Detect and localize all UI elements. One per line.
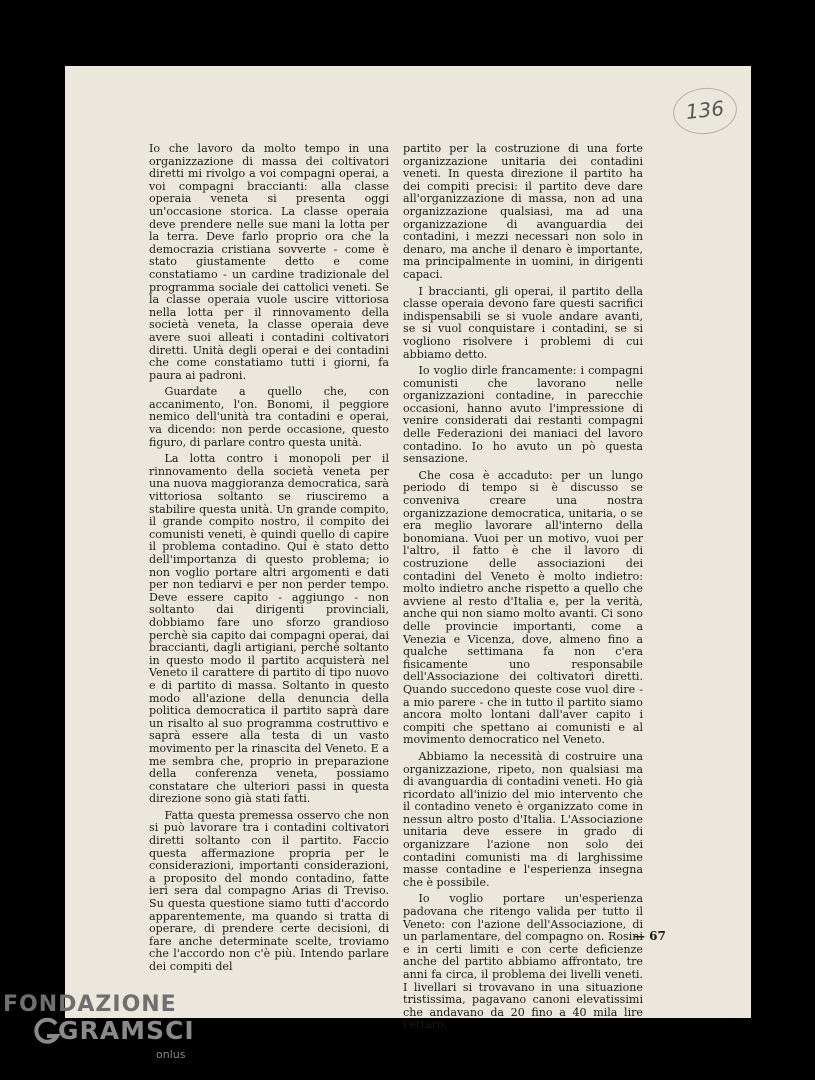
left-paragraph-2: Guardate a quello che, con accanimento, l'on. Bonomi, il peggiore nemico dell'unità tra contadini e operai, va dicendo: non perde occasione, questo figuro, di parlare contro questa unità. [149,385,389,449]
watermark-line-1: FONDAZIONE [3,992,177,1017]
right-paragraph-6: Io voglio portare un'esperienza padovana che ritengo valida per tutto il Veneto: con l'azione dell'Associazione, di un parlamentare, del compagno on. Rosini e in certi limiti e con certe deficienze anche del partito abbiamo affrontato, tre anni fa circa, il problema dei livelli veneti. I livellari si trovavano in una situazione tristissima, pagavano canoni elevatissimi che andavano da 20 fino a 40 mila lire l'ettaro, [403,892,643,1032]
right-paragraph-1: partito per la costruzione di una forte organizzazione unitaria dei contadini veneti. In questa direzione il partito ha dei compiti precisi: il partito deve dare all'organizzazione di massa, non ad una organizzazione qualsiasi, ma ad una organizzazione di avanguardia dei contadini, i mezzi necessari non solo in denaro, ma anche il denaro è importante, ma principalmente in uomini, in dirigenti capaci. [403,142,643,281]
archive-page-stamp: 136 [671,85,739,137]
left-paragraph-3: La lotta contro i monopoli per il rinnovamento della società veneta per una nuova maggioranza democratica, sarà vittoriosa soltanto se riusciremo a stabilire questa unità. Un grande compito, il grande compito nostro, il compito dei comunisti veneti, è quindi quello di capire il problema contadino. Qui è stato detto dell'importanza di questo problema; io non voglio portare altri argomenti e dati per non tediarvi e per non perder tempo. Deve essere capito - aggiungo - non soltanto dai dirigenti provinciali, dobbiamo fare uno sforzo grandioso perchè sia capito dai compagni operai, dai braccianti, dagli artigiani, perchè soltanto in questo modo il partito acquisterà nel Veneto il carattere di partito di tipo nuovo e di partito di massa. Soltanto in questo modo all'azione della denuncia della politica democratica il partito saprà dare un risalto al suo programma costruttivo e saprà essere alla testa di un vasto movimento per la rinascita del Veneto. E a me sembra che, proprio in preparazione della conferenza veneta, possiamo constatare che ulteriori passi in questa direzione sono già stati fatti. [149,452,389,806]
page-number: — 67 [633,929,666,943]
right-paragraph-2: I braccianti, gli operai, il partito della classe operaia devono fare questi sacrifici indispensabili se si vuole andare avanti, se si vuol conquistare i contadini, se si vogliono risolvere i problemi di cui abbiamo detto. [403,284,643,361]
left-paragraph-1: Io che lavoro da molto tempo in una organizzazione di massa dei coltivatori diretti mi rivolgo a voi compagni operai, a voi compagni braccianti: alla classe operaia veneta si presenta oggi un'occasione storica. La classe operaia deve prendere nelle sue mani la lotta per la terra. Deve farlo proprio ora che la democrazia cristiana sovverte - come è stato giustamente detto e come constatiamo - un cardine tradizionale del programma sociale dei cattolici veneti. Se la classe operaia vuole uscire vittoriosa nella lotta per il rinnovamento della società veneta, la classe operaia deve avere suoi alleati i contadini coltivatori diretti. Unità degli operai e dei contadini che come constatiamo tutti i giorni, fa paura ai padroni. [149,142,389,382]
right-text-column [403,143,643,1036]
watermark-line-3: onlus [156,1048,186,1061]
right-paragraph-3: Io voglio dirle francamente: i compagni comunisti che lavorano nelle organizzazioni contadine, in parecchie occasioni, hanno avuto l'impressione di venire considerati dai restanti compagni delle Federazioni dei maniaci del lavoro contadino. Io ho avuto un pò questa sensazione. [403,364,643,466]
fondazione-gramsci-watermark [0,988,220,1078]
right-paragraph-5: Abbiamo la necessità di costruire una organizzazione, ripeto, non qualsiasi ma di avanguardia di contadini veneti. Ho già ricordato all'inizio del mio intervento che il contadino veneto è organizzato come in nessun altro posto d'Italia. L'Associazione unitaria deve essere in grado di organizzare l'azione non solo dei contadini comunisti ma di larghissime masse contadine e l'esperienza insegna che è possibile. [403,749,643,889]
right-paragraph-4: Che cosa è accaduto: per un lungo periodo di tempo si è discusso se conveniva creare una nostra organizzazione democratica, unitaria, o se era meglio lavorare all'interno della bonomiana. Vuoi per un motivo, vuoi per l'altro, il fatto è che il lavoro di costruzione delle associazioni dei contadini del Veneto è molto indietro: molto indietro anche rispetto a quello che avviene al resto d'Italia e, per la verità, anche qui non siamo molto avanti. Ci sono delle provincie importanti, come a Venezia e Vicenza, dove, almeno fino a qualche settimana fa non c'era fisicamente uno responsabile dell'Associazione dei coltivatori diretti. Quando succedono queste cose vuol dire - a mio parere - che in tutto il partito siamo ancora molto lontani dall'aver capito i compiti che spettano ai comunisti e al movimento democratico nel Veneto. [403,468,643,747]
left-text-column [149,143,389,978]
watermark-line-2: GRAMSCI [58,1016,195,1045]
left-paragraph-4: Fatta questa premessa osservo che non si può lavorare tra i contadini coltivatori diretti soltanto con il partito. Faccio questa affermazione propria per le considerazioni, importanti considerazioni, a proposito del mondo contadino, fatte ieri sera dal compagno Arias di Treviso. Su questa questione siamo tutti d'accordo apparentemente, ma quando si tratta di operare, di prendere certe decisioni, di fare anche determinate scelte, troviamo che l'accordo non c'è più. Intendo parlare dei compiti del [149,808,389,973]
